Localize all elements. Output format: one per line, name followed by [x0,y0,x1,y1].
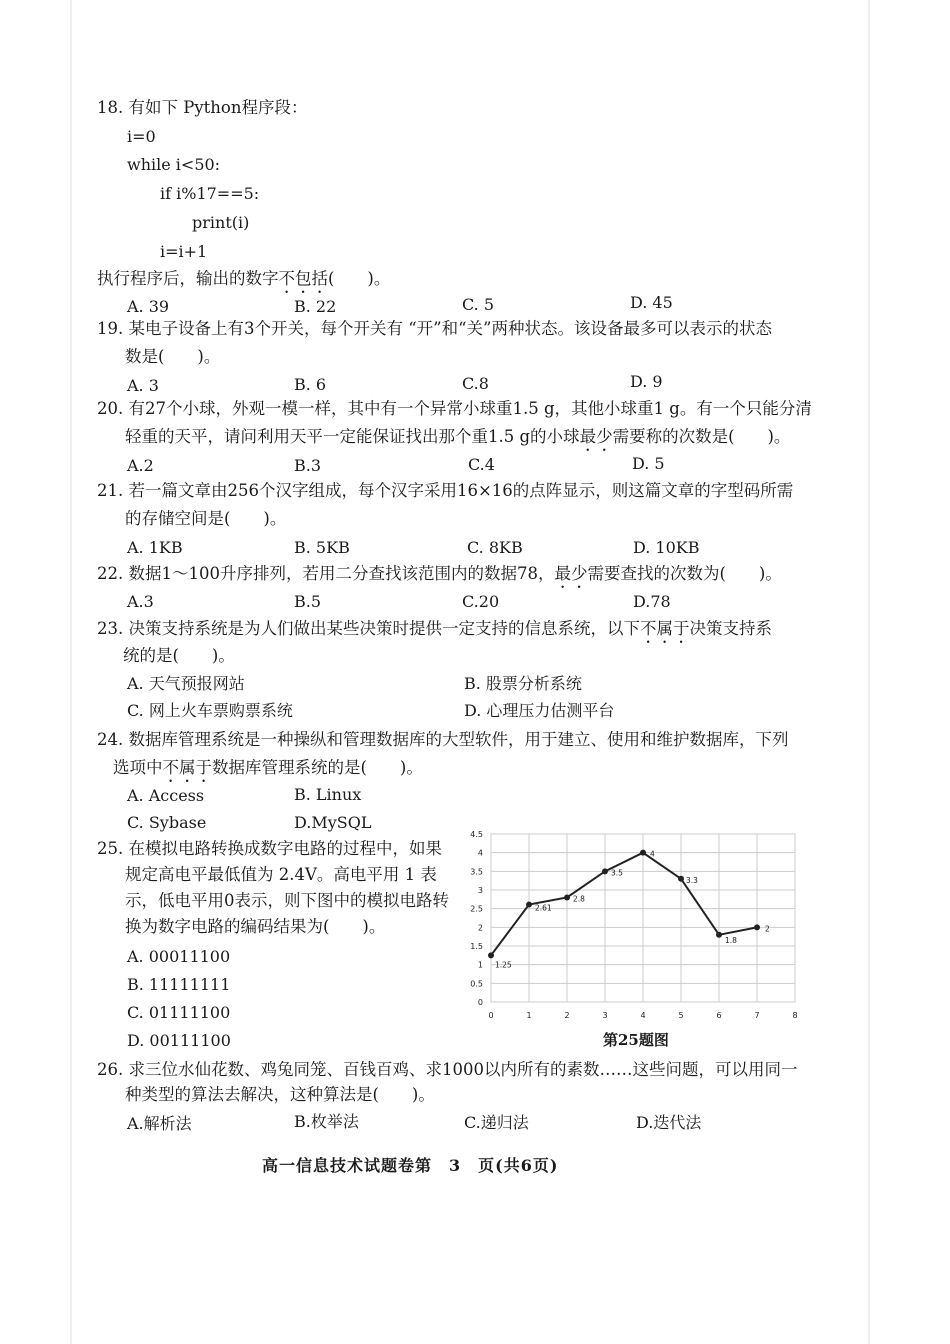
q20-stem-pre: 轻重的天平，请问利用天平一定能保证找出那个重1.5 g的小球 [125,427,580,446]
q22-stem-pre: 22. 数据1～100升序排列，若用二分查找该范围内的数据78， [97,564,555,583]
q23-stem-pre: 23. 决策支持系统是为人们做出某些决策时提供一定支持的信息系统，以下 [97,619,640,638]
chart-data-point [678,876,684,882]
q21-stem-line-1: 21. 若一篇文章由256个汉字组成，每个汉字采用16×16的点阵显示，则这篇文章的字型码所需 [97,481,794,500]
chart-x-tick-label: 1 [526,1011,532,1020]
chart-y-tick-label: 0.5 [470,979,483,989]
q24-stem-emphasis: 不属于 [162,758,212,777]
q24-option-d: D.MySQL [294,813,372,832]
q24-option-a: A. Access [127,786,205,805]
q18-code-line-1: i=0 [127,127,156,146]
q25-chart-caption: 第25题图 [603,1031,669,1049]
chart-y-tick-label: 2.5 [470,904,483,914]
q25-option-d: D. 00111100 [127,1031,231,1050]
chart-data-label: 2.61 [535,903,552,913]
q22-option-d: D.78 [633,592,671,611]
chart-x-tick-label: 8 [792,1011,798,1020]
chart-y-tick-label: 3 [477,886,483,895]
q24-stem-pre: 选项中 [113,758,163,777]
q19-option-b: B. 6 [294,375,327,394]
q25-line-chart [463,826,808,1026]
chart-x-tick-label: 6 [716,1011,722,1020]
q23-stem-post: 决策支持系 [689,619,772,638]
q21-option-a: A. 1KB [127,538,183,557]
q23-option-c: C. 网上火车票购票系统 [127,701,293,720]
chart-x-tick-label: 2 [564,1011,570,1020]
chart-data-point [602,868,608,874]
q20-stem-line-2 [125,426,790,455]
q18-ask-post: ( )。 [328,269,391,288]
q24-option-b: B. Linux [294,785,362,804]
chart-data-point [640,850,646,856]
q25-stem-line-3: 示，低电平用0表示，则下图中的模拟电路转 [125,891,449,910]
q22-option-c: C.20 [462,592,500,611]
q20-stem-post: 需要称的次数是( )。 [612,427,791,446]
q19-option-a: A. 3 [127,376,159,395]
q21-option-b: B. 5KB [294,538,350,557]
q18-code-line-2: while i<50: [127,155,221,174]
q25-stem-line-2: 规定高电平最低值为 2.4V。高电平用 1 表 [125,865,437,884]
chart-data-point [526,902,532,908]
q18-question [97,268,390,297]
chart-y-tick-label: 1 [477,960,483,970]
q21-stem-line-2: 的存储空间是( )。 [125,509,287,528]
q18-code-line-4: print(i) [192,213,250,232]
chart-x-tick-label: 5 [678,1011,684,1020]
chart-y-tick-label: 2 [477,923,483,933]
q26-option-b: B.枚举法 [294,1112,359,1131]
chart-data-label: 4 [650,849,655,859]
scan-edge-left [70,0,72,1344]
chart-data-point [716,932,722,938]
chart-data-label: 1.25 [495,960,512,970]
chart-data-label: 3.5 [611,868,623,878]
chart-y-tick-label: 4 [477,848,483,858]
q22-option-b: B.5 [294,592,322,611]
q24-stem-line-2 [113,757,423,786]
chart-data-point [754,924,760,930]
chart-y-tick-label: 1.5 [470,942,483,951]
q19-stem-line-1: 19. 某电子设备上有3个开关，每个开关有 “开”和“关”两种状态。该设备最多可以表示的状态 [97,319,772,338]
q25-option-b: B. 11111111 [127,975,231,994]
q23-option-b: B. 股票分析系统 [464,674,582,693]
q24-option-c: C. Sybase [127,813,207,832]
q18-code-line-3: if i%17==5: [160,184,260,203]
q23-stem-line-2: 统的是( )。 [123,646,235,665]
q26-stem-line-2: 种类型的算法去解决，这种算法是( )。 [125,1085,435,1104]
chart-data-label: 3.3 [686,875,698,885]
q25-option-a: A. 00011100 [127,947,231,966]
q25-stem-line-1: 25. 在模拟电路转换成数字电路的过程中，如果 [97,839,442,858]
q20-option-b: B.3 [294,456,322,475]
q22-option-a: A.3 [127,592,154,611]
q18-option-c: C. 5 [462,295,495,314]
q23-option-d: D. 心理压力估测平台 [464,701,615,720]
q18-option-a: A. 39 [127,297,170,316]
q18-option-b: B. 22 [294,297,337,316]
chart-x-tick-label: 3 [602,1011,608,1020]
q18-option-d: D. 45 [630,293,673,312]
chart-y-tick-label: 0 [477,998,483,1007]
scan-edge-right [868,0,870,1344]
q26-option-c: C.递归法 [464,1113,529,1132]
q22-stem [97,563,782,592]
q23-option-a: A. 天气预报网站 [127,674,245,693]
chart-data-label: 1.8 [725,935,737,945]
chart-data-label: 2 [765,924,770,934]
q19-option-d: D. 9 [630,372,663,391]
chart-y-tick-label: 3.5 [470,867,483,877]
q18-ask-pre: 执行程序后，输出的数字 [97,269,279,288]
q22-stem-post: 需要查找的次数为( )。 [587,564,782,583]
chart-x-tick-label: 0 [488,1011,494,1020]
q21-option-c: C. 8KB [467,538,523,557]
q24-stem-line-1: 24. 数据库管理系统是一种操纵和管理数据库的大型软件，用于建立、使用和维护数据库，下列 [97,730,789,749]
q23-stem-emphasis: 不属于 [640,619,690,638]
chart-data-point [564,894,570,900]
chart-data-label: 2.8 [573,894,585,904]
chart-x-tick-label: 4 [640,1011,646,1020]
q26-option-d: D.迭代法 [636,1113,702,1132]
q20-stem-line-1: 20. 有27个小球，外观一模一样，其中有一个异常小球重1.5 g，其他小球重1 g。有一个只能分清 [97,399,812,418]
q24-stem-post: 数据库管理系统的是( )。 [212,758,423,777]
q19-stem-line-2: 数是( )。 [125,347,221,366]
q19-option-c: C.8 [462,374,489,393]
q26-option-a: A.解析法 [127,1114,192,1133]
q20-option-c: C.4 [468,455,495,474]
q18-stem: 18. 有如下 Python程序段： [97,98,308,117]
q26-stem-line-1: 26. 求三位水仙花数、鸡兔同笼、百钱百鸡、求1000以内所有的素数……这些问题，可以用同一 [97,1060,798,1079]
page-footer: 高一信息技术试题卷第 3 页(共6页) [262,1156,559,1175]
q18-ask-emphasis: 不包括 [278,269,328,288]
q21-option-d: D. 10KB [633,538,700,557]
q20-option-d: D. 5 [632,454,665,473]
q23-stem-line-1 [97,618,772,647]
q18-code-line-5: i=i+1 [160,242,208,261]
q20-option-a: A.2 [127,456,154,475]
q25-stem-line-4: 换为数字电路的编码结果为( )。 [125,917,386,936]
q22-stem-emphasis: 最少 [554,564,588,583]
chart-y-tick-label: 4.5 [470,830,483,839]
chart-x-tick-label: 7 [754,1011,760,1020]
chart-data-point [488,952,494,958]
q25-option-c: C. 01111100 [127,1003,231,1022]
q20-stem-emphasis: 最少 [579,427,613,446]
